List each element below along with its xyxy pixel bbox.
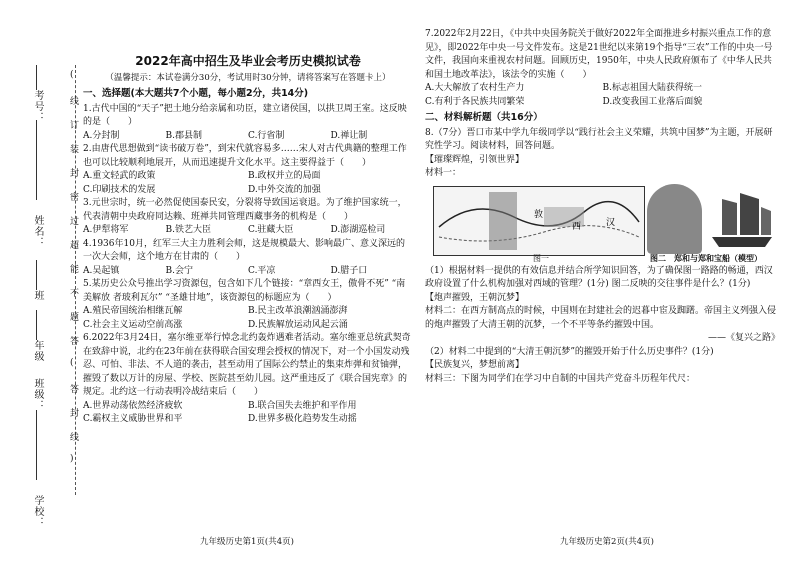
section-2-heading: 二、材料解析题（共16分） — [425, 112, 543, 123]
q3-stem: 3.元世宗时，统一必然促使国泰民安，分裂将导致国运衰退。为了维护国家统一，代表清朝中央政府同达赖、班禅共同管理西藏事务的机构是（ ） — [83, 198, 407, 222]
q5-options — [83, 305, 413, 332]
grade-label: 年级 — [32, 340, 43, 362]
grade-line — [36, 310, 37, 340]
name-label: 姓名： — [32, 215, 43, 248]
heading-rejuvenation: 【民族复兴，梦想前离】 — [425, 360, 525, 370]
q4-option-d[interactable]: D.腊子口 — [330, 265, 368, 276]
q5-stem: 5.某历史公众号推出学习资源包，包含如下几个链接：“章西女王，傲骨不死” “南美解放 者玻利瓦尔” “圣雄甘地”，该资源包的标题应为（ ） — [83, 279, 406, 303]
seal-char: 超 — [70, 241, 80, 251]
ban-label: 班 — [32, 290, 43, 301]
seal-char: 线 — [70, 97, 80, 107]
q7-options — [425, 82, 780, 109]
silk-road-map — [433, 186, 645, 256]
q7-option-b[interactable]: B.标志祖国大陆获得统一 — [602, 83, 702, 93]
q7-option-d[interactable]: D.改变我国工业落后面貌 — [602, 96, 703, 107]
q6-option-b[interactable]: B.联合国失去维护和平作用 — [248, 400, 357, 411]
school-label: 学校： — [32, 495, 43, 528]
seal-char: 线 — [70, 433, 80, 443]
q2-option-c[interactable]: C.印刷技术的发展 — [83, 184, 156, 195]
q2-option-b[interactable]: B.政权并立的局面 — [248, 171, 321, 181]
seal-char: ) — [70, 454, 74, 464]
map-graphic — [434, 187, 644, 255]
seal-char: 装 — [70, 145, 80, 155]
q5-option-a[interactable]: A.殖民帝国统治相继瓦解 — [83, 306, 183, 316]
material-3: 材料三：下图为同学们在学习中自制的中国共产党奋斗历程年代尺： — [425, 373, 696, 384]
class-line — [36, 410, 37, 480]
q1-option-a[interactable]: A.分封制 — [83, 130, 120, 141]
exam-tip: （温馨提示：本试卷满分30分，考试用时30分钟，请将答案写在答题卡上） — [105, 72, 391, 83]
name-line-2 — [36, 260, 37, 290]
seal-char: 能 — [70, 265, 80, 275]
name-line — [36, 120, 37, 200]
class-label: 班级： — [32, 378, 43, 411]
material-1-label: 材料一： — [425, 168, 462, 178]
q2-option-d[interactable]: D.中外交流的加强 — [248, 184, 321, 195]
q2-options — [83, 170, 413, 197]
left-column — [83, 0, 413, 427]
heading-cannon: 【炮声摧毁，王朝沉梦】 — [425, 292, 525, 303]
section-1-heading: 一、选择题(本大题共7个小题，每小题2分，共14分) — [83, 88, 309, 99]
seal-char: 订 — [70, 121, 80, 131]
q1-option-c[interactable]: C.行省制 — [248, 130, 285, 141]
q1-option-d[interactable]: D.禅让制 — [330, 130, 368, 141]
figure-2-caption: 图二 郑和与郑和宝船（模型） — [650, 252, 762, 263]
q7-option-c[interactable]: C.有利于各民族共同繁荣 — [425, 96, 525, 107]
seal-char: 答 — [70, 337, 80, 347]
seal-char: 封 — [70, 169, 80, 179]
q4-option-a[interactable]: A.吴起镇 — [83, 265, 120, 276]
footer-page-1: 九年级历史第1页(共4页) — [200, 537, 294, 547]
material-2: 材料二：在西方制高点的时候，中国则在封建社会的迟暮中宦及踟躇。帝国主义列强入侵的炮声摧毁了大清王朝的沉梦，一个不平等条约摧毁中国。 — [425, 306, 777, 330]
seal-char: ( — [70, 358, 74, 368]
q6-options — [83, 400, 413, 427]
q4-option-b[interactable]: B.会宁 — [165, 265, 193, 276]
kaohao-line — [36, 65, 37, 90]
q8-stem: 8.（7分）晋口市某中学九年级同学以“践行社会主义荣耀，共筑中国梦”为主题，开展研究性学习。阅读材料，回答问题。 — [425, 127, 773, 151]
q2-option-a[interactable]: A.重文轻武的政策 — [83, 171, 156, 181]
heading-splendor: 【璀璨辉煌，引领世界】 — [425, 154, 525, 165]
figure-1-label: 图一 — [533, 253, 549, 263]
q4-option-c[interactable]: C.平凉 — [248, 265, 276, 276]
seal-char: 题 — [70, 313, 80, 323]
q7-stem: 7.2022年2月22日，《中共中央国务院关于做好2022年全面推进乡村振兴重点工作的意见》，即2022年中央一号文件发布。这是21世纪以来第19个指导“三农”工作的中央一号文件，我国向来重视农村问题。回顾历史，1950年，中央人民政府颁布了《中华人民共和国土地改革法》，该法令的实施（ ） — [425, 29, 773, 80]
q8-part-1: （1）根据材料一提供的有效信息并结合所学知识回答，为了确保图一路路的畅通，西汉政府设置了什么机构加强对西域的管理？(1分) 图二反映的交往事件是什么？(1分) — [425, 265, 773, 289]
q3-option-c[interactable]: C.驻藏大臣 — [248, 225, 294, 235]
zheng-he-portrait — [647, 184, 702, 254]
seal-char: 密 — [70, 193, 80, 203]
q3-option-b[interactable]: B.铁艺大臣 — [165, 225, 211, 235]
q3-option-a[interactable]: A.伊犁将军 — [83, 225, 129, 235]
figure-area — [425, 184, 780, 262]
q3-options — [83, 224, 413, 238]
seal-char: 不 — [70, 289, 80, 299]
q4-options — [83, 265, 413, 279]
q5-option-b[interactable]: B.民主改革浪潮汹涌澎湃 — [248, 306, 348, 316]
treasure-ship-image — [707, 189, 777, 251]
seal-char: 封 — [70, 409, 80, 419]
q4-stem: 4.1936年10月，红军三大主力胜利会师，这是规模最大、影响最广、意义深远的一次大会师，这个地方在甘肃的（ ） — [83, 238, 405, 262]
map-label-xi: 西 — [572, 221, 582, 232]
q1-options — [83, 130, 413, 144]
q5-option-d[interactable]: D.民族解放运动风起云涌 — [248, 319, 348, 330]
right-column — [425, 28, 780, 386]
map-label-dun: 敦 — [534, 209, 544, 220]
q6-option-a[interactable]: A.世界动荡依然经济疲软 — [83, 400, 183, 411]
seal-text-column — [70, 70, 82, 490]
seal-char: ( — [70, 70, 74, 80]
map-label-han: 汉 — [606, 217, 616, 228]
q6-option-c[interactable]: C.霸权主义威胁世界和平 — [83, 414, 183, 424]
kaohao-label: 考号： — [32, 90, 43, 123]
q1-stem: 1.古代中国的“天子”把土地分给亲属和功臣，建立诸侯国，以拱卫周王室。这反映的是（ ） — [83, 103, 407, 127]
material-2-source: ——《复兴之路》 — [707, 333, 780, 343]
q8-part-2: （2）材料二中提到的“大清王朝沉梦”的摧毁开始于什么历史事件？(1分) — [425, 346, 714, 357]
binding-margin — [0, 0, 62, 561]
q3-option-d[interactable]: D.澎湖巡检司 — [330, 225, 386, 235]
q6-option-d[interactable]: D.世界多极化趋势发生动摇 — [248, 414, 357, 424]
footer-page-2: 九年级历史第2页(共4页) — [560, 537, 654, 547]
q6-stem: 6.2022年3月24日，塞尔维亚举行悼念北约轰炸遇难者活动。塞尔维亚总统武契奇在致辞中说，北约在23年前在获得联合国安理会授权的情况下，对一个小国发动残忍、可怕、非法、不人道的袭击，甚至动用了国际公约禁止的集束炸弹和贫铀弹，摧毁了数以万计的房屋、学校、医院甚至幼儿园。这严重违反了《联合国宪章》的规定。北约这一行动表明冷战结束后（ ） — [83, 333, 411, 397]
exam-title: 2022年高中招生及毕业会考历史模拟试卷 — [135, 54, 361, 68]
q7-option-a[interactable]: A.大大解放了农村生产力 — [425, 83, 525, 93]
seal-char: 答 — [70, 385, 80, 395]
q2-stem: 2.由唐代思想做到“读书破万卷”，到宋代就容易多……宋人对古代典籍的整理工作也可以比较顺利地展开，从而迅速提升文化水平。这主要得益于（ ） — [83, 144, 407, 168]
q5-option-c[interactable]: C.社会主义运动空前高涨 — [83, 319, 183, 330]
seal-char: 过 — [70, 217, 80, 227]
q1-option-b[interactable]: B.郡县制 — [165, 130, 202, 141]
